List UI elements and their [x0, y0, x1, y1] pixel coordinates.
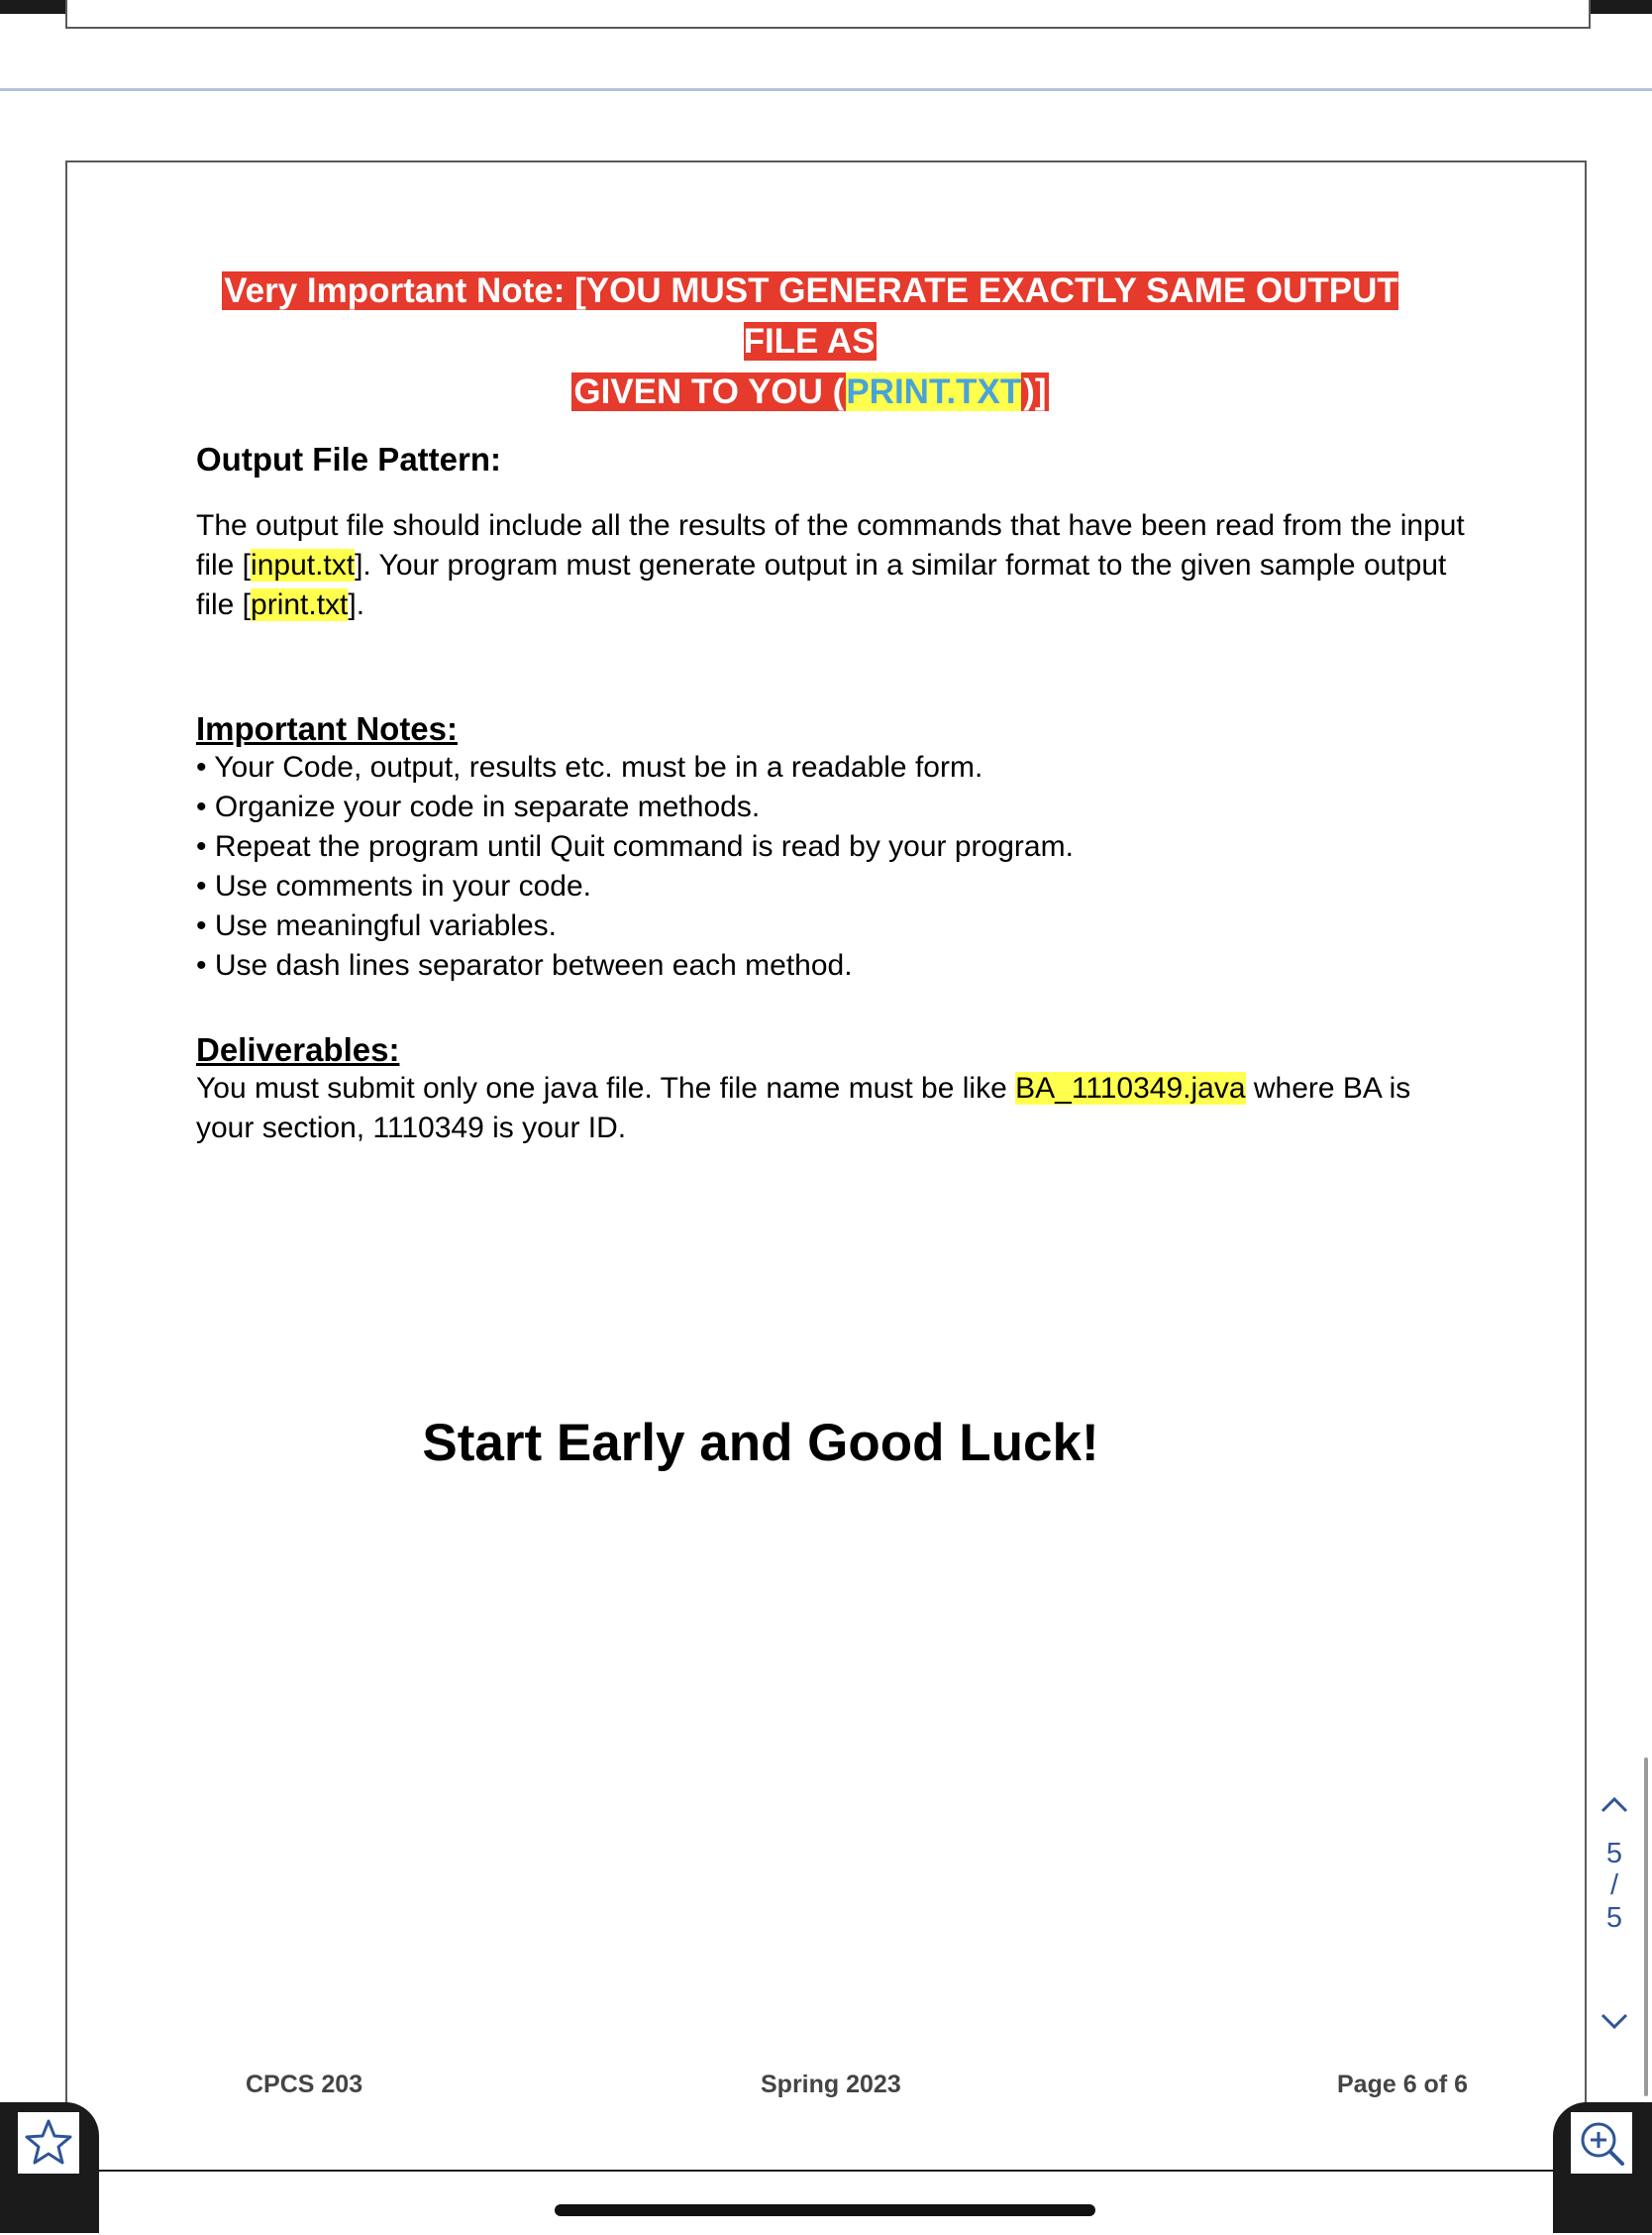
output-line-1: The output file should include all the results of the commands that have been read from the input [196, 509, 1465, 542]
output-paragraph [196, 506, 1484, 625]
page-separator: / [1609, 1869, 1619, 1901]
print-txt-highlight: print.txt [251, 588, 349, 621]
list-item: • Organize your code in separate methods. [196, 788, 1484, 827]
bottom-sheet [99, 2170, 1553, 2235]
footer-page-number: Page 6 of 6 [1337, 2071, 1468, 2098]
banner-line-1: Very Important Note: [YOU MUST GENERATE EXACTLY SAME OUTPUT FILE AS [224, 271, 1398, 361]
page-navigator [1590, 1758, 1639, 2036]
list-item: • Use comments in your code. [196, 867, 1484, 906]
zoom-in-icon [1571, 2112, 1632, 2174]
output-line-3-prefix: file [ [196, 588, 252, 621]
deliverables-line-1 [196, 1069, 1484, 1109]
java-file-highlight: BA_1110349.java [1015, 1072, 1246, 1105]
list-item: • Use dash lines separator between each method. [196, 946, 1484, 986]
deliverables-heading: Deliverables: [196, 1031, 400, 1068]
output-heading: Output File Pattern: [196, 441, 501, 478]
deliverables-line-2: your section, 1110349 is your ID. [196, 1112, 627, 1144]
important-notes-heading: Important Notes: [196, 710, 458, 747]
banner-line-2-prefix: GIVEN TO YOU ( [573, 372, 845, 411]
output-line-3-suffix: ]. [348, 588, 365, 621]
footer-term: Spring 2023 [761, 2071, 901, 2098]
output-line-2-prefix: file [ [196, 549, 252, 582]
favorite-button[interactable] [18, 2112, 79, 2174]
list-item: • Repeat the program until Quit command is read by your program. [196, 827, 1484, 867]
star-icon [18, 2112, 79, 2174]
current-page-number: 5 [1605, 1838, 1623, 1869]
page-content [196, 266, 1484, 1148]
output-line-2 [196, 546, 1484, 585]
page-footer [67, 2071, 1589, 2110]
chevron-down-icon [1599, 2011, 1630, 2031]
footer-course: CPCS 203 [246, 2071, 363, 2098]
document-page [65, 160, 1587, 2172]
home-indicator[interactable] [555, 2204, 1095, 2216]
deliverables-line-1-suffix: where BA is [1245, 1072, 1411, 1105]
important-notes-list [196, 748, 1484, 986]
previous-page-button[interactable] [1590, 1790, 1639, 1823]
zoom-in-button[interactable] [1571, 2112, 1632, 2174]
list-item: • Use meaningful variables. [196, 906, 1484, 946]
page-divider [0, 88, 1652, 91]
input-txt-highlight: input.txt [251, 549, 356, 582]
deliverables-line-1-prefix: You must submit only one java file. The file name must be like [196, 1072, 1016, 1105]
output-line-2-mid: ]. Your program must generate output in a similar format to the given sample output [355, 549, 1447, 582]
previous-page-edge [65, 0, 1591, 29]
output-line-3 [196, 585, 1484, 625]
total-pages: 5 [1605, 1902, 1623, 1934]
banner-line-2-suffix: )] [1023, 372, 1047, 411]
chevron-up-icon [1599, 1795, 1630, 1815]
important-note-banner [196, 266, 1424, 417]
banner-print-txt: PRINT.TXT [846, 372, 1022, 411]
closing-message: Start Early and Good Luck! [422, 1414, 1099, 1472]
scrollbar[interactable] [1644, 1757, 1648, 2096]
next-page-button[interactable] [1590, 2006, 1639, 2039]
list-item: • Your Code, output, results etc. must be in a readable form. [196, 748, 1484, 788]
